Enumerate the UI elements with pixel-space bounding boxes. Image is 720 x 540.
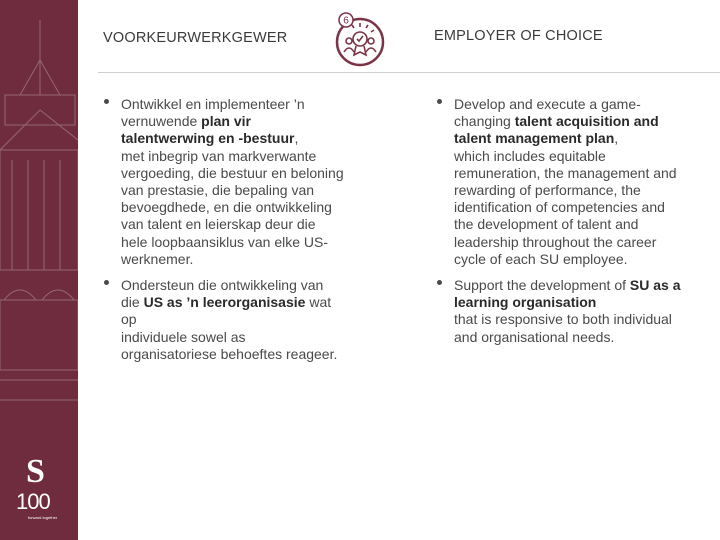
bullet-text-intro: Support the development of: [454, 277, 630, 294]
list-item: [437, 277, 687, 346]
bullet-text-rest: met inbegrip van markverwante vergoeding, die bestuur en beloning van prestasie, die bepaling van bevoegdhede, en die ontwikkeling van talent en leierskap deur die hele loopbaansiklus van elke US-werknemer.: [121, 147, 344, 267]
bullet-text-post: ,: [614, 130, 619, 147]
header-title-afrikaans: VOORKEURWERKGEWER: [103, 30, 288, 46]
bullet-text-bold: talent acquisition and talent management plan: [454, 113, 659, 147]
bullet-text-bold: plan vir talentwerwing en -bestuur: [121, 113, 295, 147]
list-item: [104, 277, 344, 363]
list-item: [104, 96, 344, 268]
bullet-dot: [104, 280, 109, 285]
bullet-text-intro: Develop and execute a game-changing: [454, 96, 641, 130]
bullet-text-rest: individuele sowel as organisatoriese behoeftes reageer.: [121, 328, 338, 362]
bullet-text-post: wat op: [121, 294, 332, 328]
left-column: [104, 96, 344, 363]
badge-number: 6: [343, 15, 349, 27]
talent-award-icon: [332, 8, 388, 68]
header-title-english: EMPLOYER OF CHOICE: [434, 28, 603, 44]
bullet-text-intro: Ontwikkel en implementeer ’n vernuwende: [121, 96, 305, 130]
bullet-text-post: ,: [294, 130, 299, 147]
list-item: [437, 96, 687, 268]
bullet-text-intro: Ondersteun die ontwikkeling van die: [121, 277, 324, 311]
right-column: [437, 96, 687, 346]
bullet-dot: [437, 99, 442, 104]
bullet-text-rest: that is responsive to both individual and organisational needs.: [454, 311, 672, 345]
logo-letter: S: [26, 453, 45, 490]
header-divider: [98, 72, 720, 73]
logo-number: 100: [16, 489, 50, 514]
bullet-text-bold: SU as a learning organisation: [454, 277, 681, 311]
bullet-dot: [104, 99, 109, 104]
sidebar: [0, 0, 78, 540]
bullet-dot: [437, 280, 442, 285]
bullet-text-rest: which includes equitable remuneration, the management and rewarding of performance, the identification of competencies and the development of talent and leadership throughout the career cycle of each SU employee.: [454, 147, 677, 267]
logo-tagline: forward together: [28, 515, 58, 520]
su-100-logo: [14, 455, 64, 525]
bullet-text-bold: US as ’n leerorganisasie: [143, 294, 306, 311]
